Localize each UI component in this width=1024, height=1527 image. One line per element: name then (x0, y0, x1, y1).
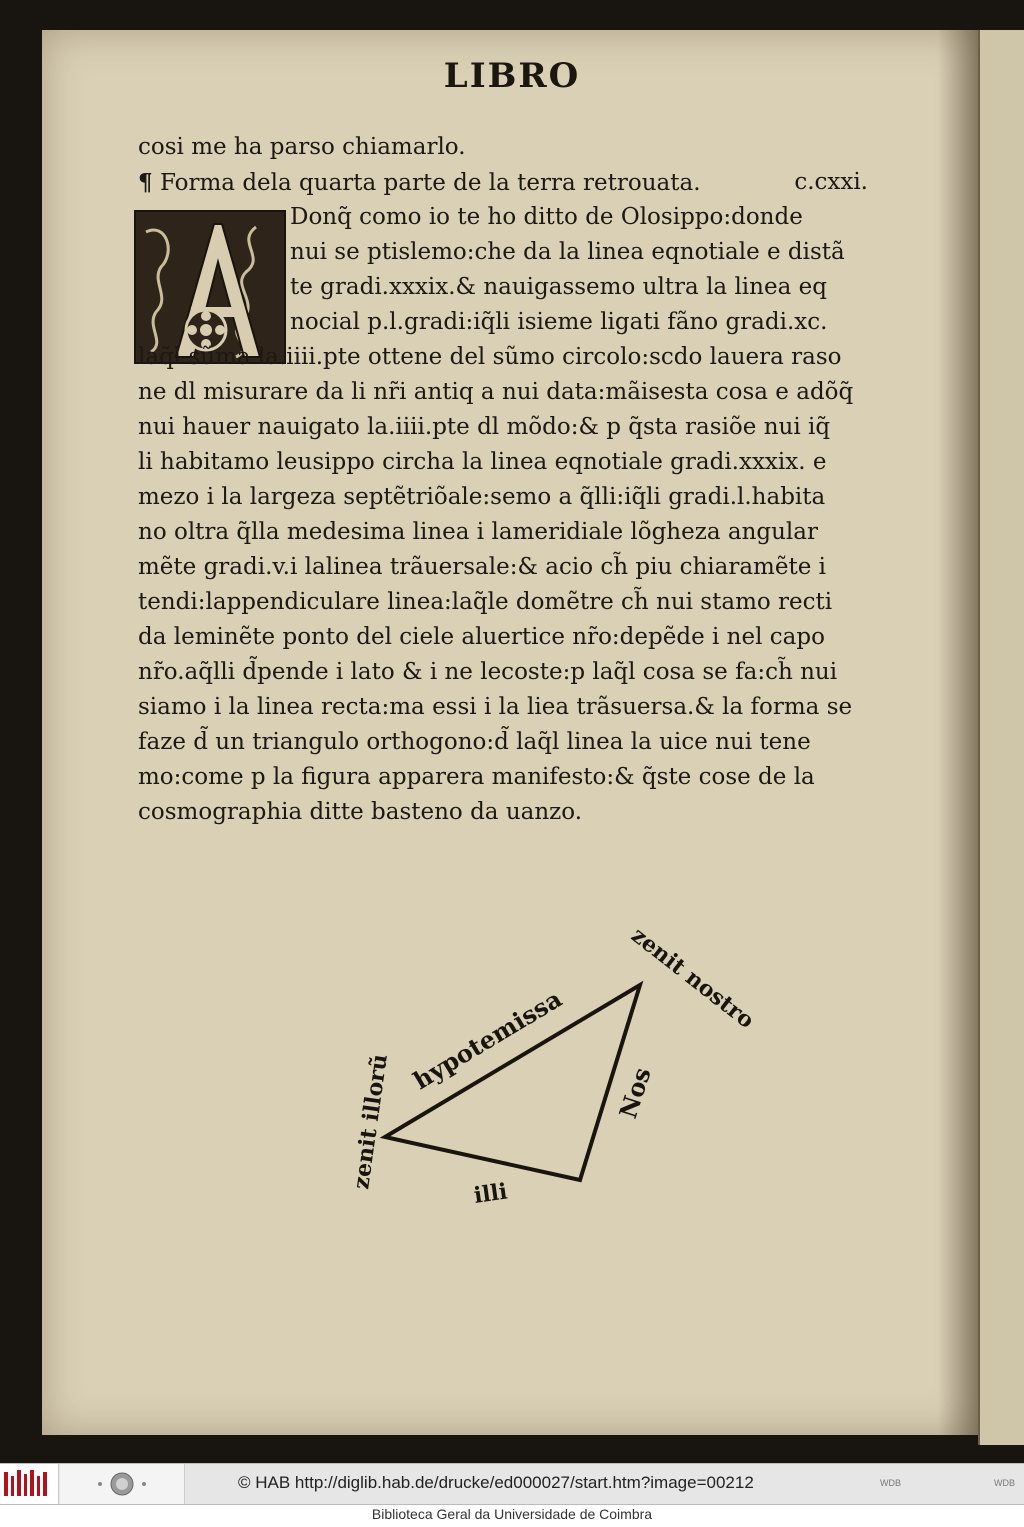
text-line-4: nui se ptislemo:che da la linea eqnotiale e distã (290, 239, 845, 265)
text-line-11: mezo i la largeza septẽtriõale:semo a q̃lli:iq̃li gradi.l.habita (138, 484, 826, 510)
library-credit: Biblioteca Geral da Universidade de Coimbra (371, 1506, 653, 1522)
label-hypotenuse: hypotemissa (408, 983, 567, 1096)
text-line-17: siamo i la linea recta:ma essi i la liea trãsuersa.& la forma se (138, 694, 853, 720)
section-heading: Forma dela quarta parte de la terra retrouata. (159, 170, 701, 196)
text-line-13: mẽte gradi.v.i lalinea trãuersale:& acio ch̃ piu chiaramẽte i (138, 554, 826, 580)
hab-logo-icon[interactable] (0, 1464, 59, 1504)
label-vertical-side: Nos (613, 1063, 657, 1122)
text-line-1: cosi me ha parso chiamarlo. (138, 134, 466, 160)
seal-navigation-icon[interactable] (60, 1464, 185, 1504)
text-line-10: li habitamo leusippo circha la linea eqnotiale gradi.xxxix. e (138, 449, 827, 475)
text-line-8: ne dl misurare da li nr̃i antiq a nui data:mãisesta cosa e adõq̃ (138, 379, 854, 405)
label-zenith-ours: zenit nostro (626, 922, 760, 1034)
text-line-19: mo:come p la figura apparera manifesto:& q̃ste cose de la (138, 764, 815, 790)
running-head: LIBRO (443, 56, 581, 96)
text-line-15: da leminẽte ponto del ciele aluertice nr̃o:depẽde i nel capo (138, 624, 825, 650)
body-text (138, 130, 908, 830)
label-zenith-theirs: zenit illorũ (348, 1052, 393, 1191)
viewer-bar (0, 1463, 1024, 1505)
wdb-mark-left: WDB (880, 1478, 901, 1488)
folio-number: c.cxxi. (794, 169, 868, 195)
wdb-mark-right: WDB (994, 1478, 1015, 1488)
page-gutter-shadow (938, 30, 978, 1435)
copyright-url[interactable]: © HAB http://diglib.hab.de/drucke/ed000027/start.htm?image=00212 (238, 1473, 754, 1492)
text-line-2-heading (138, 165, 908, 200)
text-line-20: cosmographia ditte basteno da uanzo. (138, 799, 583, 825)
viewer-footer (0, 1463, 1024, 1527)
text-line-18: faze d̃ un triangulo orthogono:d̃ laq̃l linea la uice nui tene (138, 729, 811, 755)
facing-page-edge (978, 30, 1024, 1445)
triangle-diagram (300, 910, 800, 1250)
text-line-16: nr̃o.aq̃lli d̃pende i lato & i ne lecoste:p laq̃l cosa se fa:ch̃ nui (138, 659, 838, 685)
text-line-6: nocial p.l.gradi:iq̃li isieme ligati fãno gradi.xc. (290, 309, 828, 335)
paragraph-mark-icon: ¶ (138, 169, 153, 196)
text-line-9: nui hauer nauigato la.iiii.pte dl mõdo:& p q̃sta rasiõe nui iq̃ (138, 414, 831, 440)
text-line-5: te gradi.xxxix.& nauigassemo ultra la linea eq (290, 274, 827, 300)
label-base-side: illi (472, 1178, 509, 1209)
text-line-14: tendi:lappendiculare linea:laq̃le domẽtre ch̃ nui stamo recti (138, 589, 833, 615)
text-line-12: no oltra q̃lla medesima linea i lameridiale lõgheza angular (138, 519, 818, 545)
text-line-7: laq̃l sũma la.iiii.pte ottene del sũmo circolo:scdo lauera raso (138, 344, 842, 370)
text-line-3: Donq̃ como io te ho ditto de Olosippo:donde (290, 204, 803, 230)
